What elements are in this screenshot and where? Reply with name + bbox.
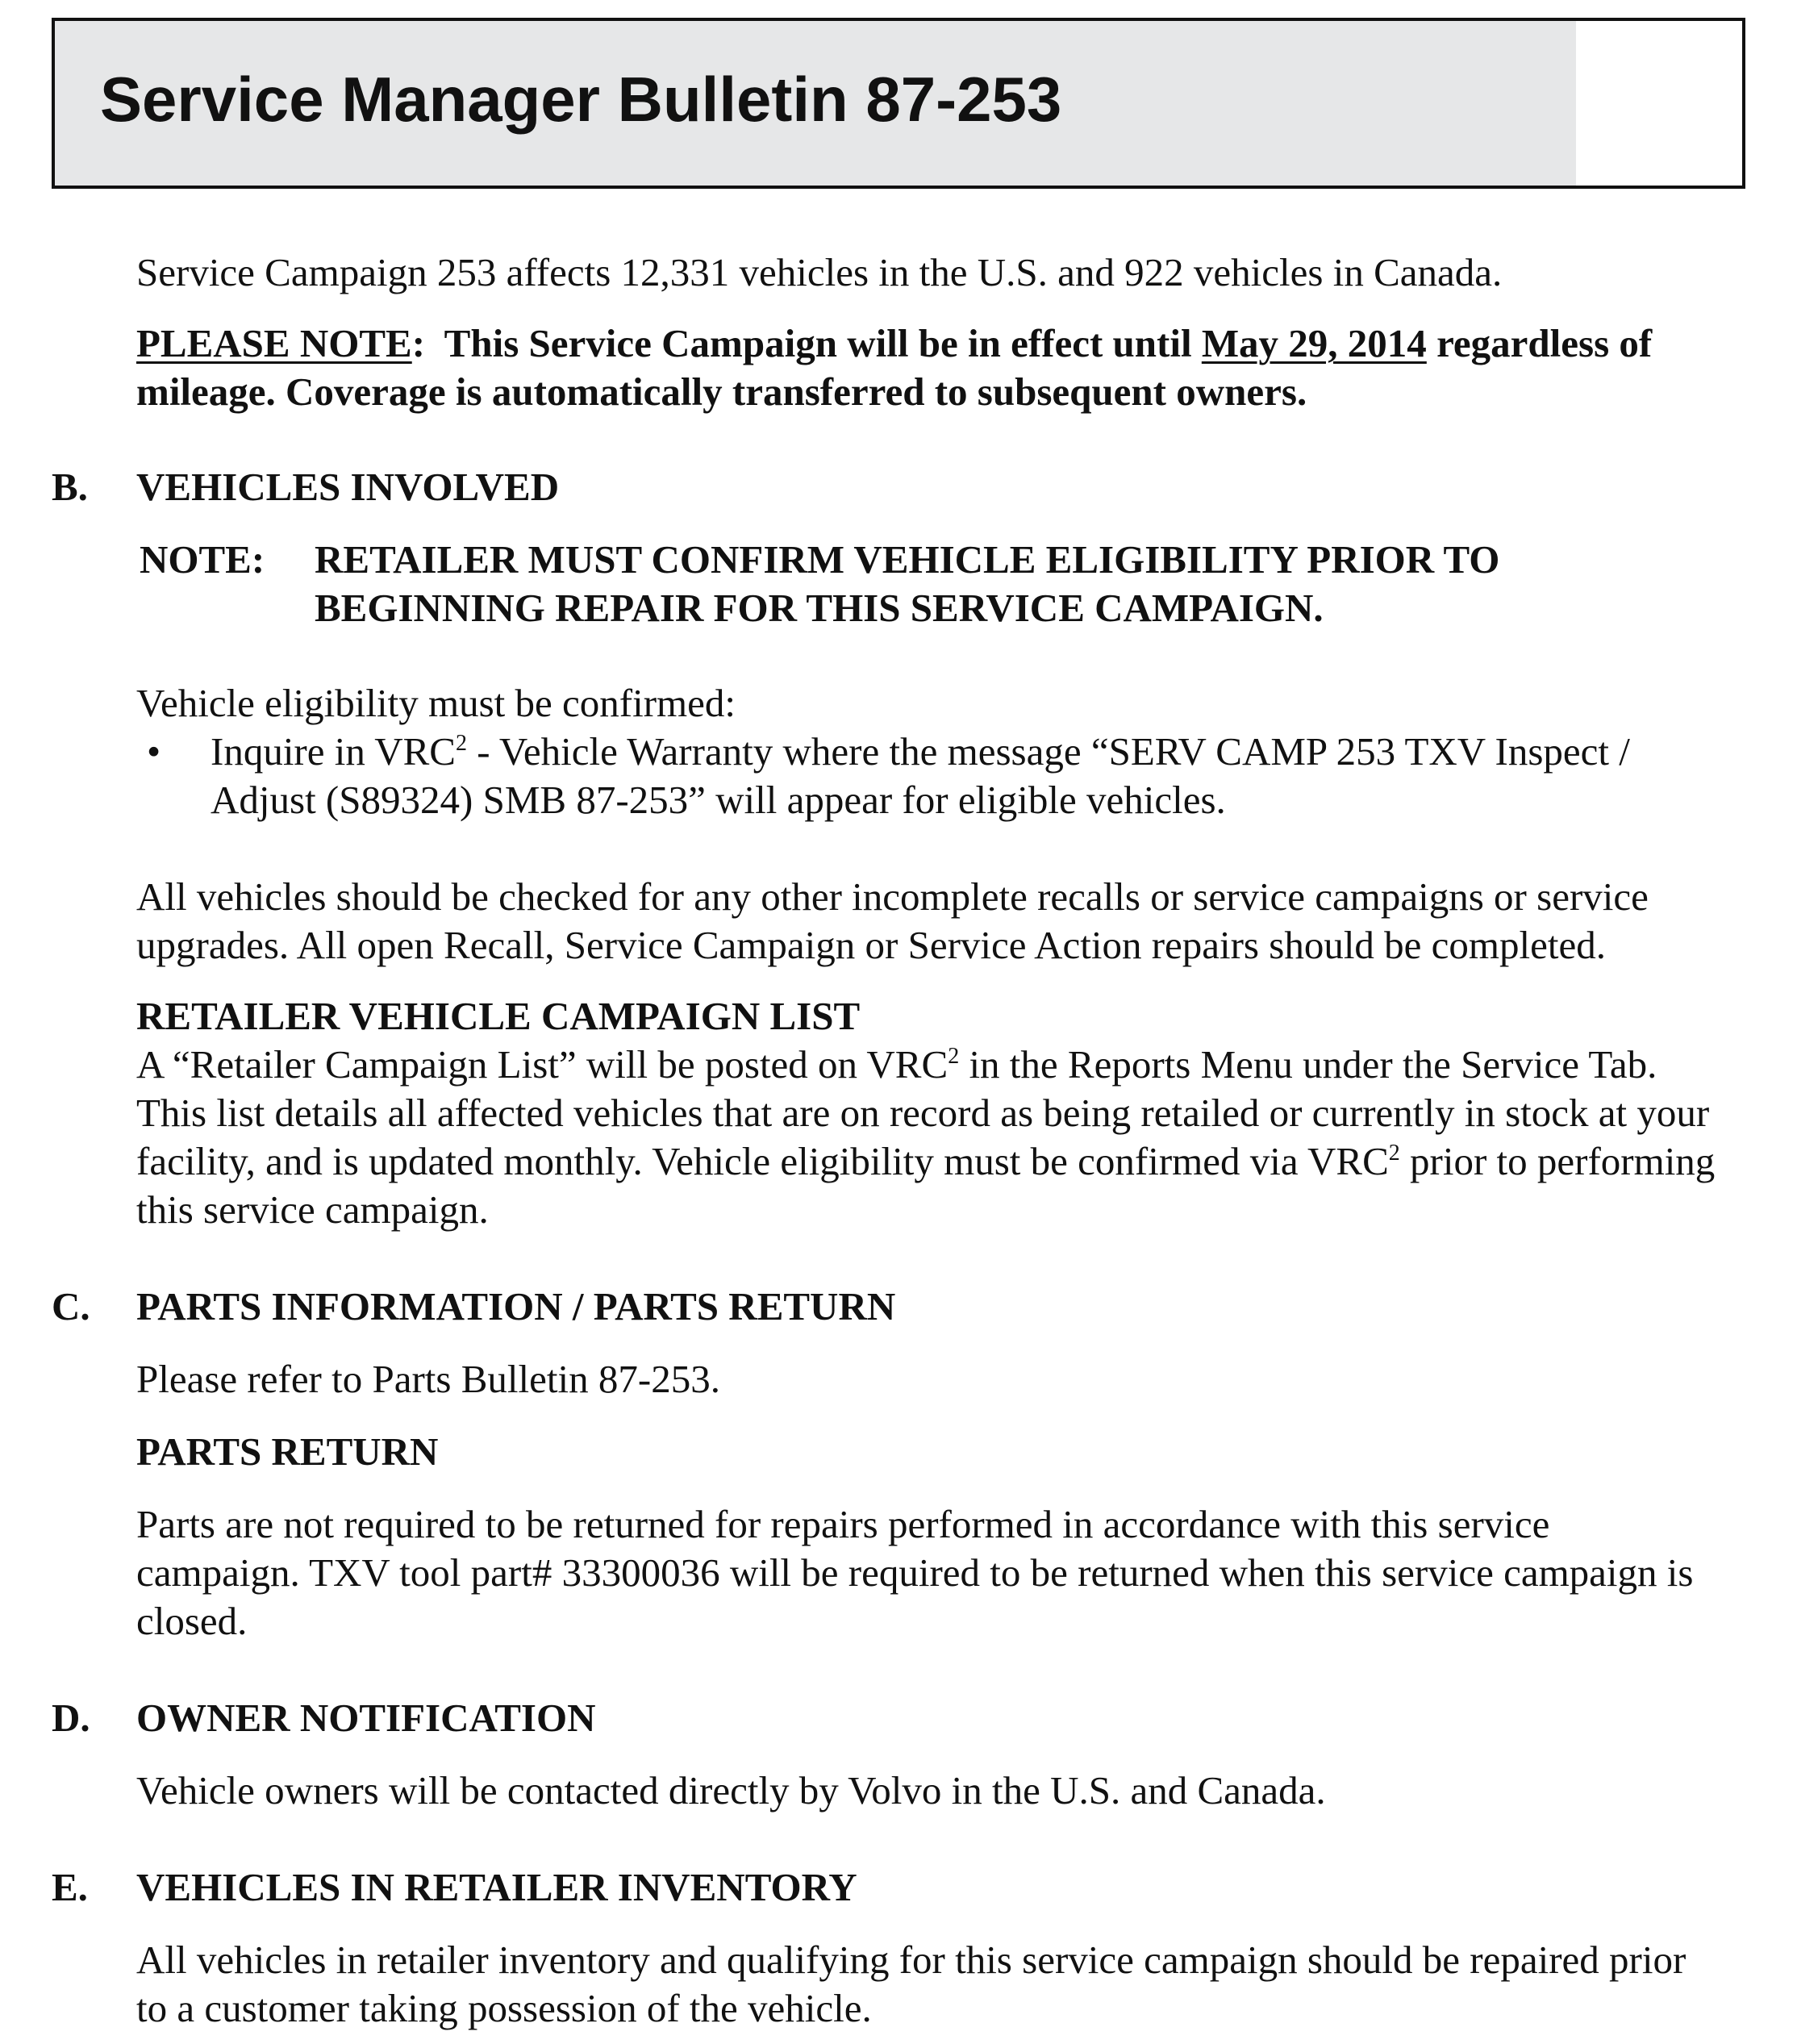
vrc-superscript: 2: [1388, 1141, 1400, 1166]
please-note-label: PLEASE NOTE: [136, 321, 412, 365]
campaign-end-date: May 29, 2014: [1201, 321, 1427, 365]
section-c-heading: PARTS INFORMATION / PARTS RETURN: [136, 1284, 896, 1329]
owner-notification-text: Vehicle owners will be contacted directly by Volvo in the U.S. and Canada.: [136, 1768, 1326, 1812]
note-line2: BEGINNING REPAIR FOR THIS SERVICE CAMPAIGN.: [315, 586, 1324, 630]
vrc-superscript: 2: [455, 731, 467, 756]
please-note-line1: [136, 319, 1652, 368]
parts-return-line1: Parts are not required to be returned for repairs performed in accordance with this service: [136, 1502, 1550, 1546]
vrc-superscript: 2: [948, 1044, 960, 1069]
section-e-heading: VEHICLES IN RETAILER INVENTORY: [136, 1865, 857, 1909]
section-b-letter: B.: [52, 465, 88, 509]
note-line1: RETAILER MUST CONFIRM VEHICLE ELIGIBILITY PRIOR TO: [315, 537, 1500, 582]
campaign-list-line4: this service campaign.: [136, 1187, 489, 1232]
campaign-list-line2: This list details all affected vehicles that are on record as being retailed or currently in stock at your: [136, 1091, 1710, 1135]
section-b-heading: VEHICLES INVOLVED: [136, 465, 560, 509]
campaign-list-line3-a: facility, and is updated monthly. Vehicle eligibility must be confirmed via VRC: [136, 1139, 1389, 1183]
campaign-list-heading: RETAILER VEHICLE CAMPAIGN LIST: [136, 994, 861, 1038]
section-e-letter: E.: [52, 1865, 88, 1909]
page-title: Service Manager Bulletin 87-253: [100, 64, 1062, 135]
parts-return-heading: PARTS RETURN: [136, 1429, 439, 1474]
campaign-list-line1: [136, 1041, 1657, 1089]
bullet-line2: Adjust (S89324) SMB 87-253” will appear for eligible vehicles.: [211, 778, 1226, 822]
inventory-line2: to a customer taking possession of the vehicle.: [136, 1986, 872, 2030]
parts-return-line3: closed.: [136, 1599, 248, 1643]
inventory-line1: All vehicles in retailer inventory and qualifying for this service campaign should be repaired prior: [136, 1938, 1687, 1982]
please-note-text-a: This Service Campaign will be in effect until: [425, 321, 1202, 365]
please-note-text-b: regardless of: [1426, 321, 1653, 365]
bullet-line1-b: - Vehicle Warranty where the message “SERV CAMP 253 TXV Inspect /: [466, 729, 1630, 774]
bullet-line1: [211, 728, 1630, 776]
bullet-dot: •: [147, 729, 161, 774]
campaign-list-line3: [136, 1137, 1715, 1186]
section-d-heading: OWNER NOTIFICATION: [136, 1696, 596, 1740]
please-note-colon: :: [411, 321, 426, 365]
affected-vehicles-text: Service Campaign 253 affects 12,331 vehicles in the U.S. and 922 vehicles in Canada.: [136, 250, 1503, 294]
campaign-list-line1-a: A “Retailer Campaign List” will be posted on VRC: [136, 1042, 949, 1087]
section-d-letter: D.: [52, 1696, 90, 1740]
campaign-list-line3-b: prior to performing: [1399, 1139, 1716, 1183]
parts-bulletin-reference: Please refer to Parts Bulletin 87-253.: [136, 1357, 720, 1401]
check-line1: All vehicles should be checked for any other incomplete recalls or service campaigns or service: [136, 874, 1649, 919]
bullet-line1-a: Inquire in VRC: [211, 729, 456, 774]
note-label: NOTE:: [140, 537, 265, 582]
campaign-list-line1-b: in the Reports Menu under the Service Tab.: [959, 1042, 1657, 1087]
eligibility-intro: Vehicle eligibility must be confirmed:: [136, 681, 736, 725]
please-note-line2: mileage. Coverage is automatically transferred to subsequent owners.: [136, 369, 1307, 414]
check-line2: upgrades. All open Recall, Service Campaign or Service Action repairs should be completed.: [136, 923, 1607, 967]
section-c-letter: C.: [52, 1284, 90, 1329]
parts-return-line2: campaign. TXV tool part# 33300036 will be required to be returned when this service campaign is: [136, 1550, 1694, 1595]
